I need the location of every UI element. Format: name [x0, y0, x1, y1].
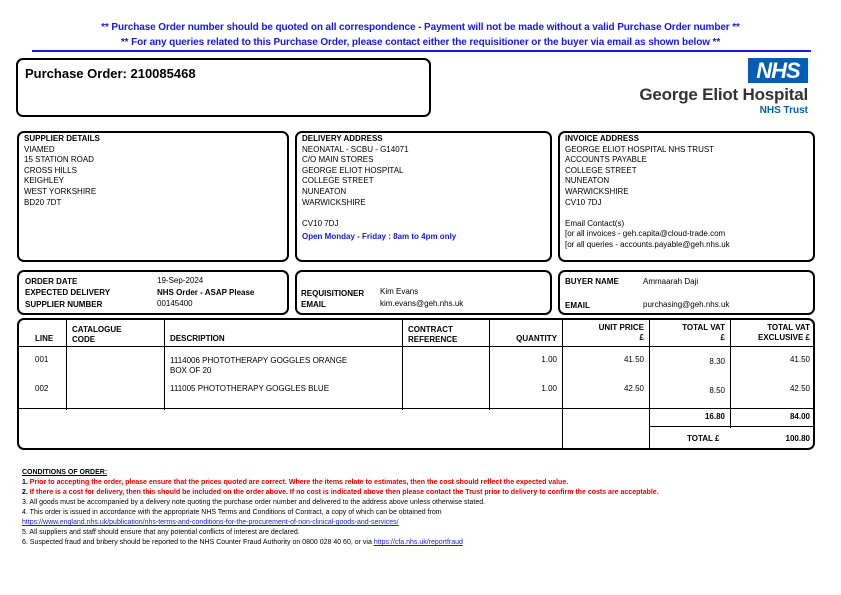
supplier-number-label: SUPPLIER NUMBER	[25, 300, 103, 309]
condition-number: 1.	[22, 479, 28, 486]
header-divider	[19, 346, 815, 347]
col-divider	[66, 320, 67, 410]
col-header-catalogue: CATALOGUE	[72, 325, 122, 334]
col-header-contract: CONTRACT	[408, 325, 453, 334]
supplier-line: 15 STATION ROAD	[24, 155, 94, 165]
row1-description-2: BOX OF 20	[170, 366, 212, 375]
col-header-total-vat: TOTAL VAT	[682, 323, 725, 332]
delivery-line: COLLEGE STREET	[302, 176, 374, 186]
delivery-heading: DELIVERY ADDRESS	[302, 134, 383, 143]
conditions-title: CONDITIONS OF ORDER:	[22, 469, 108, 476]
col-header-unit-price-2: £	[639, 333, 644, 342]
expected-delivery-label: EXPECTED DELIVERY	[25, 288, 111, 297]
subtotal-divider	[649, 426, 815, 427]
condition-3	[22, 498, 822, 508]
row2-total-vat: 8.50	[709, 386, 725, 395]
invoice-email-heading: Email Contact(s)	[565, 218, 625, 228]
hospital-name: George Eliot Hospital	[639, 85, 808, 104]
trust-name: NHS Trust	[759, 105, 808, 116]
invoice-line: WARWICKSHIRE	[565, 186, 629, 196]
col-header-total-vat-2: £	[720, 333, 725, 342]
col-header-excl-vat-2: EXCLUSIVE £	[757, 333, 810, 342]
condition-text: This order is issued in accordance with the appropriate NHS Terms and Conditions of Contract, a copy of which can be obtained from	[29, 509, 442, 516]
condition-text: If there is a cost for delivery, then this should be included on the order above. If no cost is indicated above then please contact the Trust prior to delivery to confirm the costs are acceptable.	[29, 489, 659, 496]
col-divider	[164, 320, 165, 410]
delivery-line: GEORGE ELIOT HOSPITAL	[302, 165, 404, 175]
supplier-heading: SUPPLIER DETAILS	[24, 134, 100, 143]
condition-number: 4.	[22, 509, 28, 516]
subtotal-vat: 16.80	[704, 412, 725, 421]
delivery-line: NEONATAL - SCBU - G14071	[302, 144, 409, 154]
invoice-line: NUNEATON	[565, 176, 610, 186]
row2-unit-price: 42.50	[623, 384, 644, 393]
supplier-number-value: 00145400	[157, 299, 193, 308]
notice-quote-po: ** Purchase Order number should be quoted on all correspondence - Payment will not be made without a valid Purchase Order number **	[101, 22, 740, 33]
header-divider	[32, 50, 811, 52]
requisitioner-label: REQUISITIONER	[301, 289, 365, 298]
subtotal-excl-vat: 84.00	[789, 412, 810, 421]
supplier-line: VIAMED	[24, 144, 55, 154]
row1-unit-price: 41.50	[623, 355, 644, 364]
row2-total-excl: 42.50	[789, 384, 810, 393]
requisitioner-name: Kim Evans	[380, 287, 419, 296]
condition-text: All goods must be accompanied by a delivery note quoting the purchase order number and delivered to the address above unless otherwise stated.	[29, 499, 486, 506]
condition-number: 6.	[22, 539, 28, 546]
supplier-line: KEIGHLEY	[24, 176, 65, 186]
condition-text: All suppliers and staff should ensure that any potential conflicts of interest are declared.	[29, 529, 300, 536]
requisitioner-box	[295, 270, 552, 315]
purchase-order-box	[16, 58, 431, 117]
row1-total-vat: 8.30	[709, 357, 725, 366]
invoice-email-queries[interactable]: [or all queries - accounts.payable@geh.nhs.uk	[565, 239, 730, 249]
row1-quantity: 1.00	[541, 355, 557, 364]
condition-text: Suspected fraud and bribery should be reported to the NHS Counter Fraud Authority on 0800 028 40 60, or via	[29, 539, 372, 546]
delivery-line: NUNEATON	[302, 186, 347, 196]
notice-queries: ** For any queries related to this Purchase Order, please contact either the requisitioner or the buyer via email as shown below **	[120, 37, 721, 48]
condition-5	[22, 528, 822, 538]
supplier-line: CROSS HILLS	[24, 165, 77, 175]
condition-text: Prior to accepting the order, please ensure that the prices quoted are correct. Where the items relate to estimates, then the cost should reflect the expected value.	[29, 479, 569, 486]
buyer-email-label: EMAIL	[565, 301, 590, 310]
buyer-name-label: BUYER NAME	[565, 277, 619, 286]
col-header-excl-vat: TOTAL VAT	[767, 323, 810, 332]
row1-line: 001	[35, 355, 49, 364]
rows-end-divider	[19, 408, 815, 409]
col-divider	[402, 320, 403, 410]
delivery-line: C/O MAIN STORES	[302, 155, 374, 165]
invoice-email-invoices[interactable]: [or all invoices - geh.capita@cloud-trade.com	[565, 229, 726, 239]
invoice-line: ACCOUNTS PAYABLE	[565, 155, 647, 165]
condition-number: 2.	[22, 489, 28, 496]
supplier-line: WEST YORKSHIRE	[24, 186, 97, 196]
condition-number: 5.	[22, 529, 28, 536]
line-items-table	[17, 318, 815, 450]
delivery-address-box	[295, 131, 552, 262]
row2-quantity: 1.00	[541, 384, 557, 393]
delivery-line: WARWICKSHIRE	[302, 197, 366, 207]
order-info-box	[17, 270, 289, 315]
col-header-quantity: QUANTITY	[516, 334, 557, 343]
supplier-line: BD20 7DT	[24, 197, 62, 207]
condition-2	[22, 488, 822, 498]
buyer-name: Ammaarah Daji	[643, 277, 699, 286]
order-date-label: ORDER DATE	[25, 277, 78, 286]
grand-total: 100.80	[785, 434, 810, 443]
delivery-opening-hours: Open Monday - Friday : 8am to 4pm only	[302, 232, 457, 242]
col-header-unit-price: UNIT PRICE	[598, 323, 644, 332]
condition-4	[22, 508, 822, 518]
terms-link[interactable]: https://www.england.nhs.uk/publication/nhs-terms-and-conditions-for-the-procurement-of-non-clinical-goods-and-services/	[22, 519, 399, 526]
invoice-line: CV10 7DJ	[565, 197, 602, 207]
row2-description: 111005 PHOTOTHERAPY GOGGLES BLUE	[170, 384, 330, 393]
delivery-postcode: CV10 7DJ	[302, 218, 339, 228]
condition-6	[22, 538, 822, 548]
order-date-value: 19-Sep-2024	[157, 276, 204, 285]
buyer-box	[558, 270, 815, 315]
condition-1	[22, 478, 822, 488]
invoice-heading: INVOICE ADDRESS	[565, 134, 639, 143]
nhs-badge-icon: NHS	[748, 58, 808, 83]
invoice-address-box	[558, 131, 815, 262]
condition-number: 3.	[22, 499, 28, 506]
row1-total-excl: 41.50	[789, 355, 810, 364]
requisitioner-email-label: EMAIL	[301, 300, 326, 309]
conditions-of-order	[22, 468, 822, 548]
row1-description: 1114006 PHOTOTHERAPY GOGGLES ORANGE	[170, 356, 348, 365]
purchase-order-number: Purchase Order: 210085468	[25, 66, 196, 81]
expected-delivery-value: NHS Order - ASAP Please	[157, 288, 255, 297]
col-header-contract-2: REFERENCE	[408, 335, 458, 344]
col-header-line: LINE	[35, 334, 54, 343]
col-header-catalogue-2: CODE	[72, 335, 96, 344]
requisitioner-email[interactable]: kim.evans@geh.nhs.uk	[380, 299, 464, 308]
col-header-description: DESCRIPTION	[170, 334, 225, 343]
invoice-line: GEORGE ELIOT HOSPITAL NHS TRUST	[565, 144, 715, 154]
report-fraud-link[interactable]: https://cfa.nhs.uk/reportfraud	[373, 539, 463, 546]
nhs-logo	[636, 58, 810, 120]
supplier-details-box	[17, 131, 289, 262]
total-label: TOTAL £	[687, 434, 720, 443]
buyer-email[interactable]: purchasing@geh.nhs.uk	[643, 300, 730, 309]
invoice-line: COLLEGE STREET	[565, 165, 637, 175]
row2-line: 002	[35, 384, 49, 393]
